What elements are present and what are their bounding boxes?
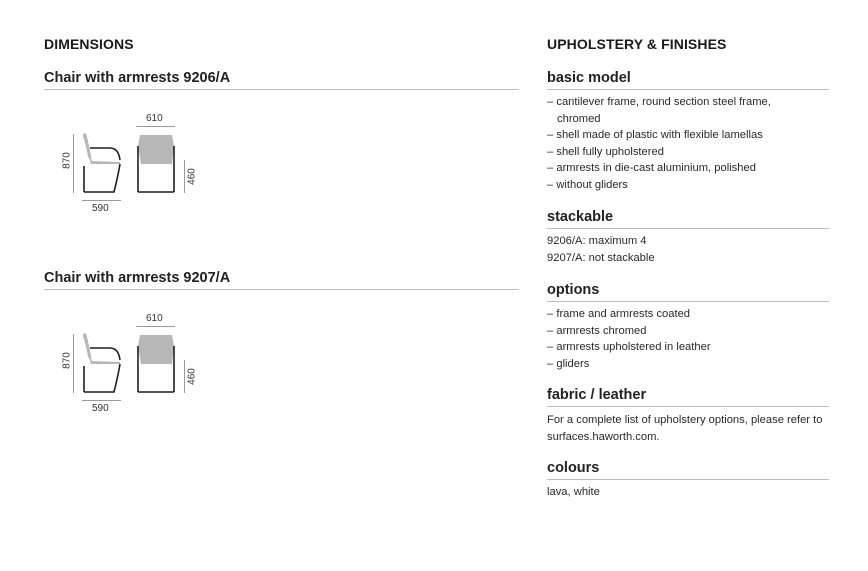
- list-item: – cantilever frame, round section steel frame, chromed: [547, 94, 817, 127]
- upholstery-heading: UPHOLSTERY & FINISHES: [547, 36, 727, 52]
- chair-2-front-view: [136, 334, 178, 394]
- chair-2-width-label: 610: [146, 313, 163, 324]
- chair-1-divider: [44, 89, 518, 90]
- chair-2-side-view: [80, 334, 124, 394]
- colours-text: lava, white: [547, 486, 600, 498]
- colours-title: colours: [547, 460, 600, 476]
- chair-2-depth-label: 590: [92, 403, 109, 414]
- chair-2-divider: [44, 289, 518, 290]
- list-item: – armrests in die-cast aluminium, polished: [547, 160, 817, 177]
- options-list: [547, 306, 827, 372]
- chair-1-seat-height-label: 460: [186, 168, 198, 185]
- list-item: – shell fully upholstered: [547, 144, 817, 161]
- fabric-text: For a complete list of upholstery options, please refer to surfaces.haworth.com.: [547, 414, 823, 443]
- basic-model-title: basic model: [547, 70, 631, 86]
- chair-2-title: Chair with armrests 9207/A: [44, 270, 231, 286]
- chair-2-height-label: 870: [61, 352, 73, 369]
- options-title: options: [547, 282, 600, 298]
- chair-1-depth-label: 590: [92, 203, 109, 214]
- stackable-divider: [547, 228, 829, 229]
- fabric-divider: [547, 406, 829, 407]
- chair-1-title: Chair with armrests 9206/A: [44, 70, 231, 86]
- options-divider: [547, 301, 829, 302]
- stackable-line: 9206/A: maximum 4: [547, 235, 647, 247]
- list-item: – frame and armrests coated: [547, 306, 827, 323]
- list-item: – shell made of plastic with flexible lamellas: [547, 127, 817, 144]
- dimensions-heading: DIMENSIONS: [44, 36, 134, 52]
- basic-model-list: [547, 94, 817, 193]
- stackable-title: stackable: [547, 209, 614, 225]
- list-item: – armrests chromed: [547, 323, 827, 340]
- chair-1-height-label: 870: [61, 152, 73, 169]
- chair-2-seat-height-label: 460: [186, 368, 198, 385]
- chair-1-width-label: 610: [146, 113, 163, 124]
- list-item: – gliders: [547, 356, 827, 373]
- fabric-title: fabric / leather: [547, 387, 647, 403]
- colours-divider: [547, 479, 829, 480]
- basic-model-divider: [547, 89, 829, 90]
- chair-1-front-view: [136, 134, 178, 194]
- list-item: – armrests upholstered in leather: [547, 339, 827, 356]
- list-item: – without gliders: [547, 177, 817, 194]
- chair-1-side-view: [80, 134, 124, 194]
- stackable-line: 9207/A: not stackable: [547, 252, 655, 264]
